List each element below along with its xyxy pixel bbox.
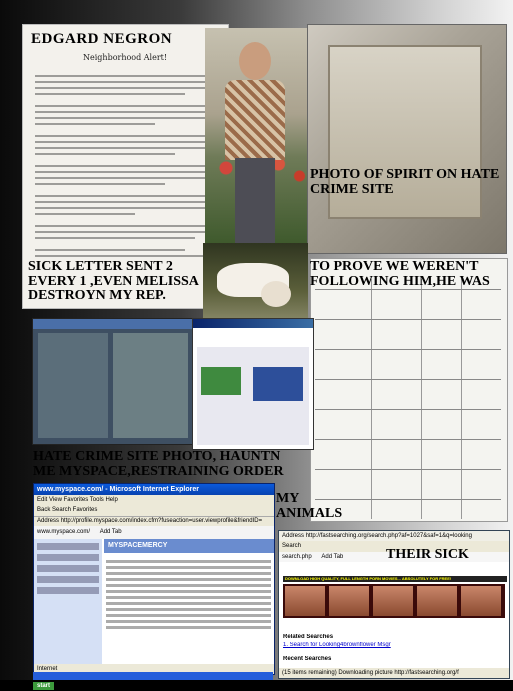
letter-text-line [35, 111, 213, 113]
ad-thumbnail[interactable] [285, 586, 325, 616]
man-pants [235, 158, 275, 243]
ie-address-bar[interactable] [34, 516, 275, 526]
ie-toolbar[interactable]: Back Search Favorites [34, 505, 275, 517]
recent-searches-label: Recent Searches [283, 656, 332, 662]
letter-text-line [35, 177, 215, 179]
ie-title-bar: www.myspace.com/ - Microsoft Internet Explorer [34, 484, 275, 495]
letter-text-line [35, 207, 215, 209]
spirit-photo [307, 24, 507, 254]
address-value[interactable]: http://fastsearching.org/search.php?af=1027&saf=1&q=looking [305, 533, 472, 539]
man-head [239, 42, 271, 80]
page-body [106, 557, 271, 662]
letter-text-line [35, 255, 217, 257]
ie2-status-bar: (15 items remaining) Downloading picture http://fastsearching.org/f [279, 668, 510, 678]
window-title-bar [193, 319, 313, 328]
screenshot-image [201, 367, 241, 395]
letter-text-line [35, 213, 135, 215]
letter-text-line [35, 249, 185, 251]
myspace-screenshot-1 [32, 318, 194, 445]
ad-thumbnail[interactable] [417, 586, 457, 616]
start-button[interactable]: start [33, 682, 54, 690]
ie-tab-bar [34, 526, 275, 539]
log-column [461, 279, 462, 519]
log-column [371, 279, 372, 519]
letter-text-line [35, 141, 205, 143]
letter-text-line [35, 147, 215, 149]
ad-thumbnail[interactable] [373, 586, 413, 616]
letter-text-line [35, 201, 209, 203]
dog-head [261, 281, 291, 307]
letter-text-line [35, 195, 215, 197]
ie2-page [279, 562, 509, 668]
add-tab-button[interactable]: Add Tab [99, 529, 122, 535]
ie-page [34, 539, 274, 664]
log-row [315, 439, 501, 440]
page-banner: MYSPACEMERCY [104, 539, 274, 553]
ad-thumbnail[interactable] [461, 586, 501, 616]
address-value[interactable]: http://profile.myspace.com/index.cfm?fuseaction=user.viewprofile&friendID= [60, 518, 263, 524]
ad-thumbnail[interactable] [329, 586, 369, 616]
letter-subtitle: Neighborhood Alert! [83, 53, 168, 62]
address-label: Address [282, 533, 305, 539]
caption-their-sick: THEIR SICK [386, 547, 469, 562]
letter-text-line [35, 93, 185, 95]
related-search-link[interactable]: 1. Search for Looking4brownflower Msgr [283, 642, 391, 648]
dog-photo [203, 243, 308, 323]
letter-text-line [35, 87, 217, 89]
letter-text-line [35, 171, 211, 173]
window-title-bar [33, 319, 193, 329]
tab-myspace[interactable]: www.myspace.com/ [37, 529, 91, 535]
letter-text-line [35, 183, 165, 185]
myspace-screenshot-2 [192, 318, 314, 450]
caption-spirit: PHOTO OF SPIRIT ON HATE CRIME SITE [310, 167, 500, 197]
letter-text-line [35, 225, 215, 227]
search-button[interactable]: Search [282, 543, 302, 549]
letter-text-line [35, 123, 155, 125]
letter-text-line [35, 81, 211, 83]
letter-text-line [35, 117, 215, 119]
screenshot-pane [113, 333, 188, 438]
page-sidebar [34, 539, 102, 664]
windows-taskbar [33, 672, 273, 689]
letter-text-line [35, 153, 175, 155]
add-tab-button[interactable]: Add Tab [321, 554, 344, 560]
letter-title: EDGARD NEGRON [31, 31, 173, 47]
log-row [315, 319, 501, 320]
caption-sick-letter: SICK LETTER SENT 2 EVERY 1 ,EVEN MELISSA DESTROYN MY REP. [28, 259, 199, 304]
tab-search[interactable]: search.php [282, 554, 312, 560]
related-searches-label: Related Searches [283, 634, 334, 640]
letter-text-line [35, 105, 215, 107]
handwritten-log [310, 258, 508, 522]
ie-window-myspace [33, 483, 275, 675]
screenshot-pane [38, 333, 108, 438]
log-column [421, 279, 422, 519]
letter-text-line [35, 75, 215, 77]
ie2-address-bar[interactable] [279, 531, 510, 541]
address-label: Address [37, 518, 60, 524]
letter-text-line [35, 135, 215, 137]
caption-prove: TO PROVE WE WEREN'T FOLLOWING HIM,HE WAS [310, 259, 490, 289]
caption-hate-crime: HATE CRIME SITE PHOTO, HAUNTN ME MYSPACE,RESTRAINING ORDER [33, 449, 284, 479]
letter-text-line [35, 237, 195, 239]
caption-my-animals: MY ANIMALS [276, 491, 343, 521]
ie-menu-bar[interactable]: Edit View Favorites Tools Help [37, 497, 118, 503]
ie-status-bar: Internet [34, 664, 275, 674]
letter-text-line [35, 231, 213, 233]
screenshot-image [253, 367, 303, 401]
log-row [315, 409, 501, 410]
log-row [315, 379, 501, 380]
letter-text-line [35, 165, 215, 167]
man-photo [205, 28, 310, 243]
ad-banner[interactable]: DOWNLOAD HIGH QUALITY, FULL LENGTH PORN MOVIES... ABSOLUTELY FOR FREE! [283, 576, 507, 582]
ad-thumbnails [283, 584, 505, 618]
log-row [315, 349, 501, 350]
log-row [315, 469, 501, 470]
man-shirt [225, 80, 285, 160]
